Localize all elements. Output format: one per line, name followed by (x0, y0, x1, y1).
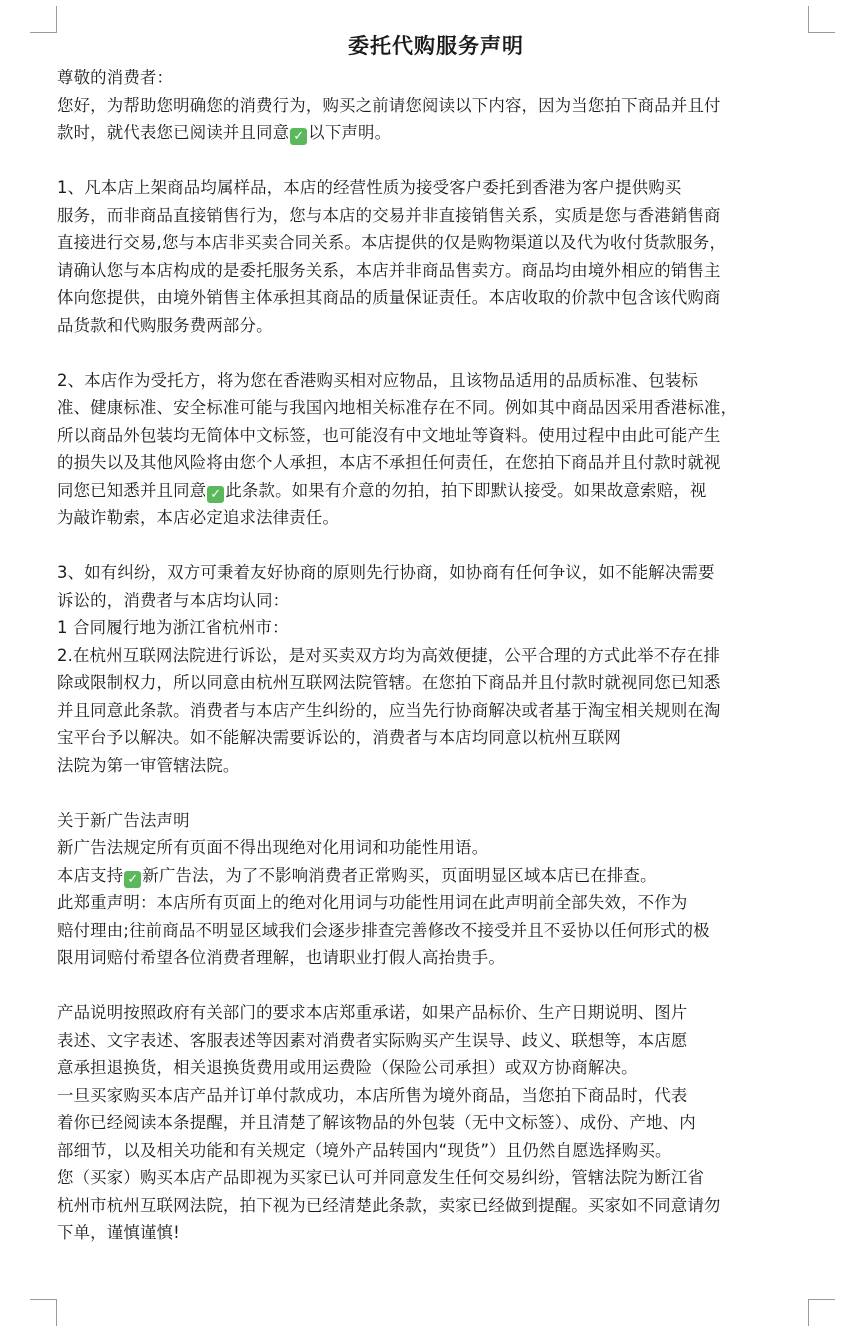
text-line: 部细节，以及相关功能和有关规定（境外产品转国内“现货”）且仍然自愿选择购买。 (57, 1140, 672, 1160)
text-line: 品货款和代购服务费两部分。 (57, 315, 273, 335)
text-line: 您（买家）购买本店产品即视为买家已认可并同意发生任何交易纠纷，管辖法院为断江省 (57, 1168, 705, 1187)
text-line: 款时，就代表您已阅读并且同意 ✓ 以下声明。 (57, 123, 392, 144)
text-line: 产品说明按照政府有关部门的要求本店郑重承诺，如果产品标价、生产日期说明、图片 (57, 1003, 688, 1022)
crop-mark-bottom-right (808, 1299, 835, 1326)
text-line: 3、如有纠纷，双方可秉着友好协商的原则先行协商，如协商有任何争议，如不能解决需要 (57, 563, 715, 582)
text-line: 的损失以及其他风险将由您个人承担，本店不承担任何责任，在您拍下商品并且付款时就视 (57, 453, 721, 472)
document-page (57, 30, 815, 1247)
text-line: 诉讼的，消费者与本店均认同： (57, 590, 290, 610)
paragraph (57, 559, 815, 779)
text-line: 尊敬的消费者： (57, 68, 174, 87)
document-body (57, 64, 815, 1247)
text-line: 服务，而非商品直接销售行为，您与本店的交易并非直接销售关系，实质是您与香港銷售商 (57, 205, 721, 225)
text-line: 表述、文字表述、客服表述等因素对消费者实际购买产生误导、歧义、联想等，本店愿 (57, 1030, 688, 1050)
text-line: 关于新广告法声明 (57, 810, 190, 830)
paragraph (57, 64, 815, 147)
paragraph-gap (57, 972, 815, 1000)
paragraph (57, 367, 815, 532)
text-line: 赔付理由;往前商品不明显区域我们会逐步排查完善修改不接受并且不妥协以任何形式的极 (57, 920, 710, 940)
white-heavy-check-mark-icon: ✓ (290, 128, 307, 145)
text-line: 限用词赔付希望各位消费者理解，也请职业打假人高抬贵手。 (57, 948, 505, 967)
text-line: 1、凡本店上架商品均属样品，本店的经营性质为接受客户委托到香港为客户提供购买 (57, 178, 682, 197)
text-line: 杭州市杭州互联网法院，拍下视为已经清楚此条款，卖家已经做到提醒。买家如不同意请勿 (57, 1195, 721, 1215)
paragraph-gap (57, 339, 815, 367)
white-heavy-check-mark-icon: ✓ (124, 871, 141, 888)
text-line: 并且同意此条款。消费者与本店产生纠纷的，应当先行协商解决或者基于淘宝相关规则在淘 (57, 700, 721, 720)
text-line: 准、健康标准、安全标准可能与我国內地相关标准存在不同。例如其中商品因采用香港标准， (57, 398, 738, 417)
text-line: 同您已知悉并且同意 ✓ 此条款。如果有介意的勿拍，拍下即默认接受。如果故意索赔，视 (57, 480, 707, 502)
paragraph (57, 999, 815, 1247)
paragraph (57, 174, 815, 339)
text-line: 意承担退换货，相关退换货费用或用运费险（保险公司承担）或双方协商解决。 (57, 1058, 638, 1077)
crop-mark-top-right (808, 6, 835, 33)
text-line: 着你已经阅读本条提醒，并且清楚了解该物品的外包装（无中文标签）、成份、产地、内 (57, 1113, 696, 1132)
text-line: 下单，谨慎谨慎! (57, 1223, 180, 1242)
text-line: 新广告法规定所有页面不得出现绝对化用词和功能性用语。 (57, 838, 489, 857)
text-line: 本店支持 ✓ 新广告法，为了不影响消费者正常购买，页面明显区域本店已在排查。 (57, 865, 657, 887)
paragraph (57, 807, 815, 972)
text-line: 直接进行交易,您与本店非买卖合同关系。本店提供的仅是购物渠道以及代为收付货款服务， (57, 233, 727, 252)
text-line: 体向您提供，由境外销售主体承担其商品的质量保证责任。本店收取的价款中包含该代购商 (57, 288, 721, 307)
text-line: 请确认您与本店构成的是委托服务关系，本店并非商品售卖方。商品均由境外相应的销售主 (57, 260, 721, 280)
text-line: 您好，为帮助您明确您的消费行为，购买之前请您阅读以下内容，因为当您拍下商品并且付 (57, 95, 721, 115)
document-title: 委托代购服务声明 (348, 34, 524, 58)
crop-mark-top-left (30, 6, 57, 33)
text-line: 2.在杭州互联网法院进行诉讼，是对买卖双方均为高效便捷，公平合理的方式此举不存在排 (57, 645, 721, 665)
white-heavy-check-mark-icon: ✓ (207, 486, 224, 503)
paragraph-gap (57, 147, 815, 175)
text-line: 为敲诈勒索，本店必定追求法律责任。 (57, 508, 340, 527)
text-line: 除或限制权力，所以同意由杭州互联网法院管辖。在您拍下商品并且付款时就视同您已知悉 (57, 673, 721, 692)
text-line: 所以商品外包装均无简体中文标签，也可能沒有中文地址等資料。使用过程中由此可能产生 (57, 425, 721, 445)
text-line: 一旦买家购买本店产品并订单付款成功，本店所售为境外商品，当您拍下商品时，代表 (57, 1085, 688, 1105)
paragraph-gap (57, 779, 815, 807)
text-line: 此郑重声明：本店所有页面上的绝对化用词与功能性用词在此声明前全部失效，不作为 (57, 893, 688, 912)
paragraph-gap (57, 532, 815, 560)
text-line: 宝平台予以解决。如不能解决需要诉讼的，消费者与本店均同意以杭州互联网 (57, 728, 622, 747)
text-line: 2、本店作为受托方，将为您在香港购买相对应物品，且该物品适用的品质标准、包装标 (57, 370, 699, 390)
text-line: 1 合同履行地为浙江省杭州市： (57, 618, 289, 637)
text-line: 法院为第一审管辖法院。 (57, 755, 240, 775)
crop-mark-bottom-left (30, 1299, 57, 1326)
